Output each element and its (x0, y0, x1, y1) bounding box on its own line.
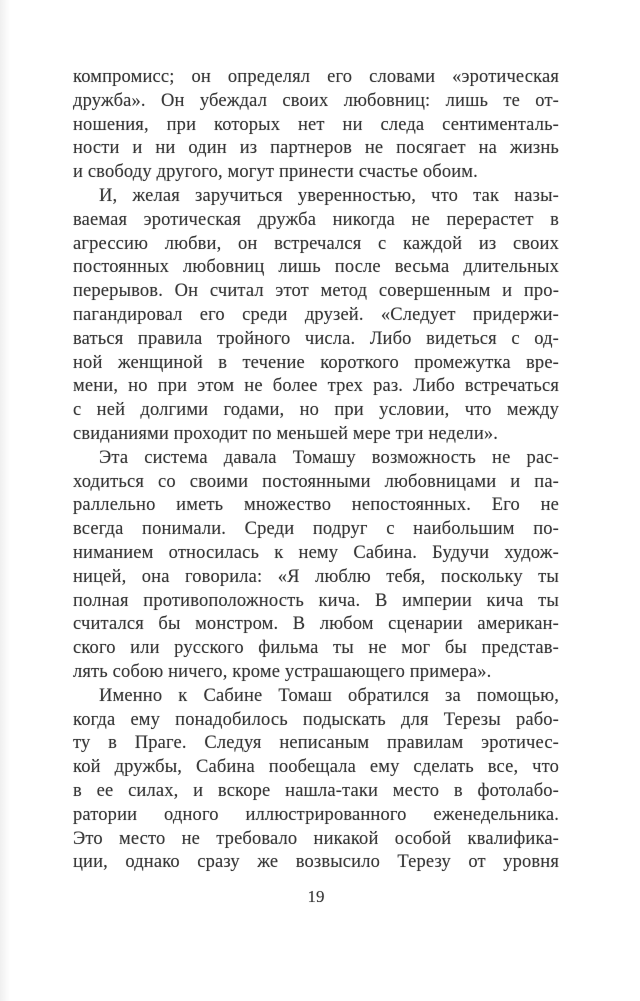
scan-edge-shading (0, 0, 10, 1001)
text-line: ваемая эротическая дружба никогда не перерастет в (73, 209, 559, 230)
text-line: ции, однако сразу же возвысило Терезу от уровня (73, 852, 559, 873)
text-line: ницей, она говорила: «Я люблю тебя, поскольку ты (73, 566, 559, 587)
text-line: ратории одного иллюстрированного еженедельника. (73, 804, 559, 825)
text-line: Именно к Сабине Томаш обратился за помощью, (99, 685, 559, 706)
text-line: агрессию любви, он встречался с каждой из своих (73, 233, 559, 254)
text-line: Эта система давала Томашу возможность не рас- (99, 447, 559, 468)
text-line: с ней долгими годами, но при условии, что между (73, 400, 559, 421)
paragraph (73, 447, 559, 685)
text-line: пагандировал его среди друзей. «Следует придержи- (73, 304, 559, 325)
text-line: Это место не требовало никакой особой квалифика- (73, 828, 559, 849)
paragraph (73, 66, 559, 185)
text-line: дружба». Он убеждал своих любовниц: лишь те от- (73, 90, 559, 111)
text-line: ниманием относилась к нему Сабина. Будучи худож- (73, 542, 559, 563)
text-line: когда ему понадобилось подыскать для Терезы рабо- (73, 709, 559, 730)
paragraph (73, 685, 559, 875)
text-line: ности и ни один из партнеров не посягает на жизнь (73, 138, 559, 159)
text-line: ной женщиной в течение короткого промежутка вре- (73, 352, 559, 373)
text-line: лять собою ничего, кроме устрашающего примера». (73, 661, 492, 682)
text-line: И, желая заручиться уверенностью, что так назы- (99, 185, 559, 206)
text-line: мени, но при этом не более трех раз. Либо встречаться (73, 376, 559, 397)
text-line: ваться правила тройного числа. Либо видеться с од- (73, 328, 559, 349)
page-number: 19 (307, 887, 325, 906)
text-line: и свободу другого, могут принести счастье обоим. (73, 162, 478, 183)
text-line: в ее силах, и вскоре нашла-таки место в фотолабо- (73, 780, 559, 801)
text-line: ходиться со своими постоянными любовницами и па- (73, 471, 559, 492)
text-line: постоянных любовниц лишь после весьма длительных (73, 257, 559, 278)
text-line: ту в Праге. Следуя неписаным правилам эротичес- (73, 733, 559, 754)
text-line: кой дружбы, Сабина пообещала ему сделать все, что (73, 757, 559, 778)
text-column (73, 66, 559, 875)
text-line: перерывов. Он считал этот метод совершенным и про- (73, 281, 559, 302)
text-line: ношения, при которых нет ни следа сентименталь- (73, 114, 559, 135)
text-line: всегда понимали. Среди подруг с наибольшим по- (73, 519, 559, 540)
paragraph (73, 185, 559, 447)
text-line: считался бы монстром. В любом сценарии американ- (73, 614, 559, 635)
text-line: компромисс; он определял его словами «эротическая (73, 67, 559, 87)
text-line: свиданиями проходит по меньшей мере три недели». (73, 423, 499, 444)
text-line: ского или русского фильма ты не мог бы представ- (73, 638, 559, 659)
text-line: полная противоположность кича. В империи кича ты (73, 590, 559, 611)
text-line: раллельно иметь множество непостоянных. Его не (73, 495, 559, 516)
